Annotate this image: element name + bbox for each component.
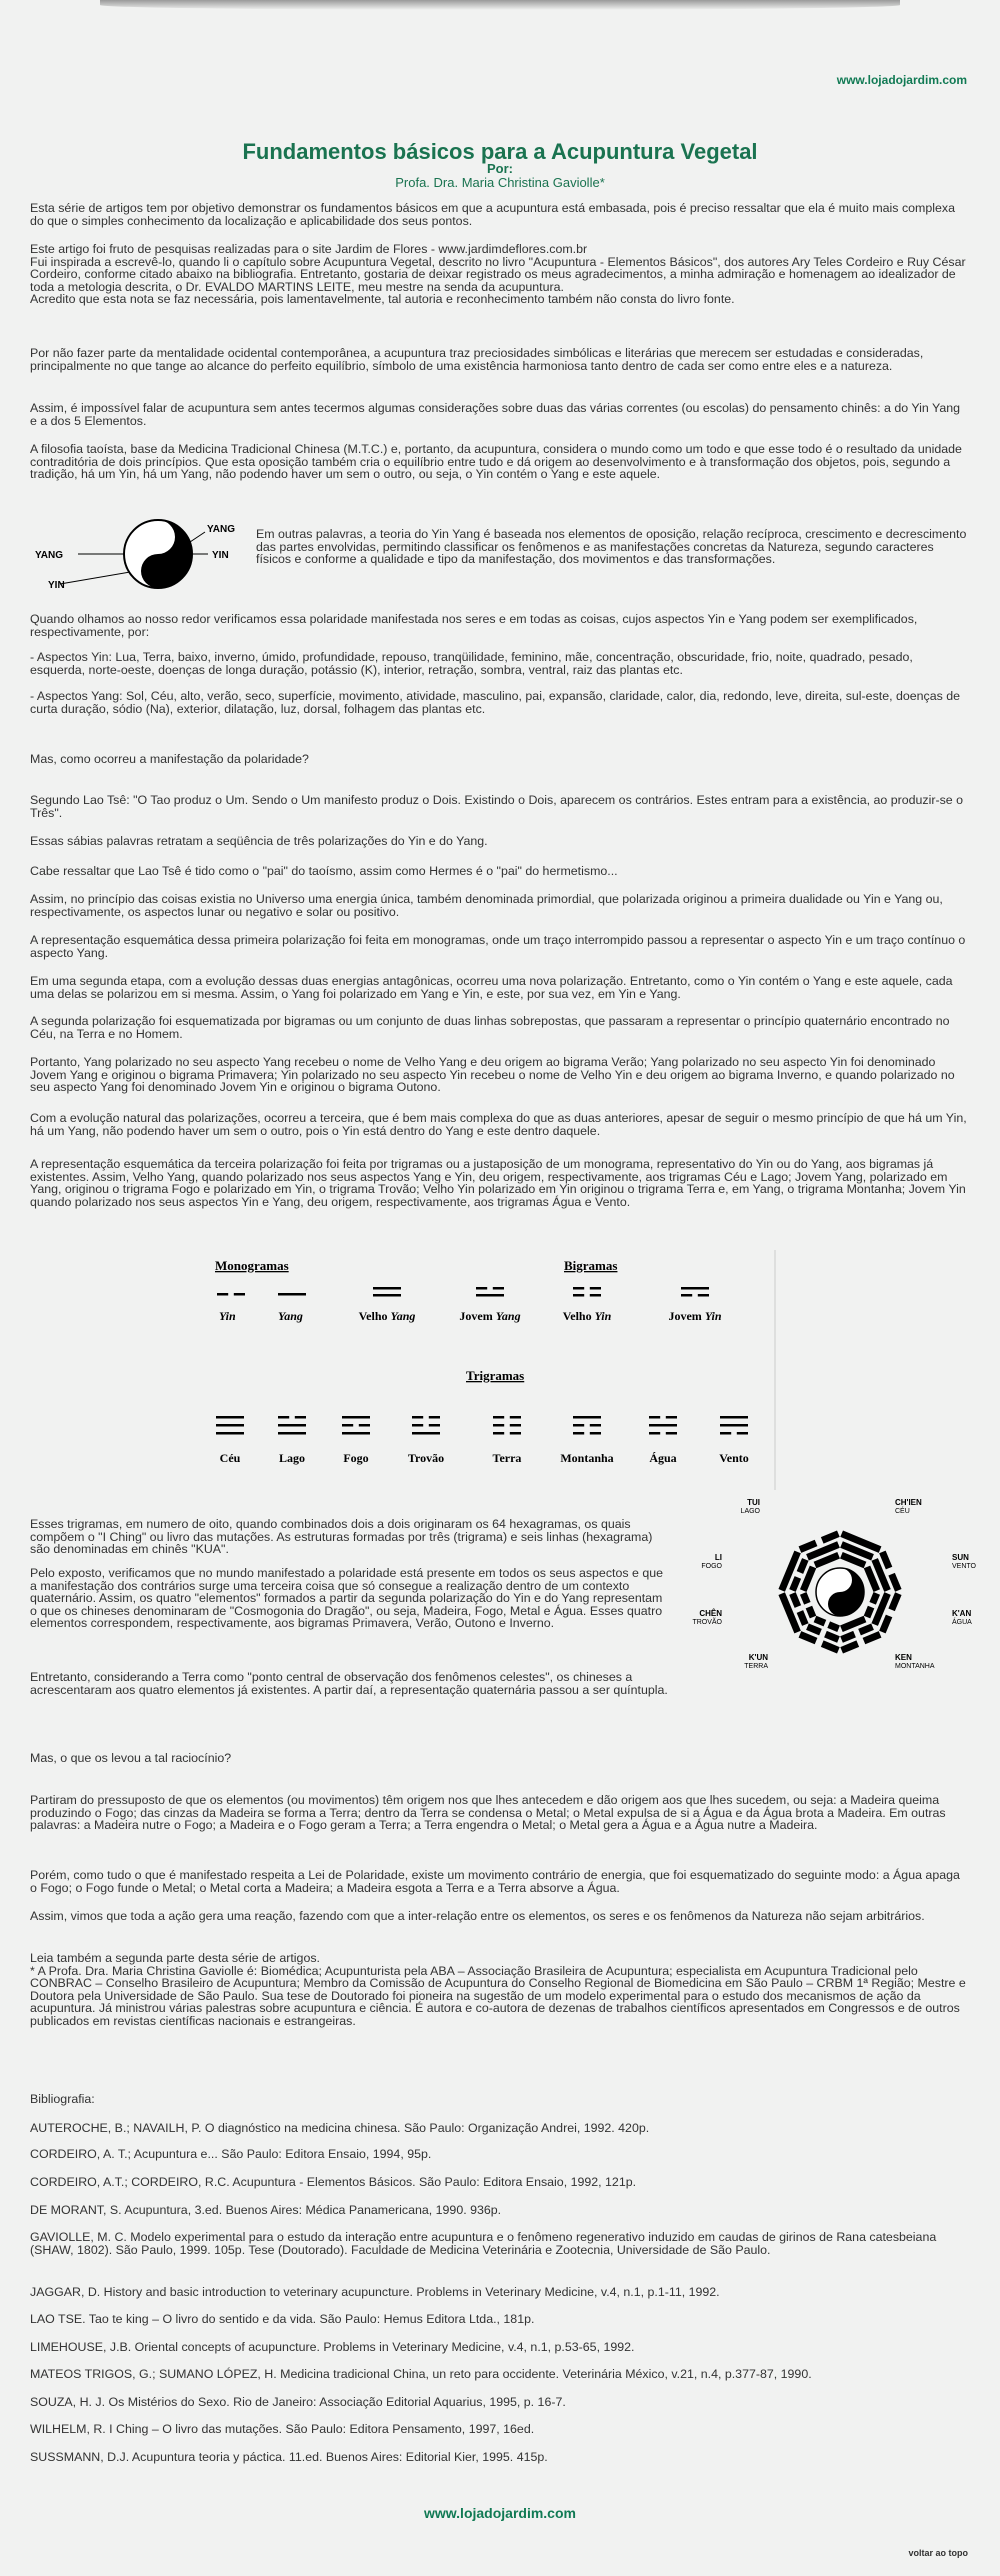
site-link[interactable]: www.lojadojardim.com — [836, 73, 967, 87]
paragraph: DE MORANT, S. Acupuntura, 3.ed. Buenos Aires: Médica Panamericana, 1990. 936p. — [30, 2203, 502, 2217]
monograma-label: Yang — [278, 1309, 303, 1323]
solid-line — [373, 1294, 401, 1297]
paragraph: Este artigo foi fruto de pesquisas realizadas para o site Jardim de Flores - www.jardimdeflores.com.br Fui inspirada a escrevê-lo, quando li o capítulo sobre Acupuntura Vegetal, descrito no livro "Acupuntura - Elementos Básicos", dos autores Ary Teles Cordeiro e Ruy César Cordeiro, conforme citado abaixo na bibliografia. Entretanto, gostaria de deixar registrado os meus agradecimentos, a minha admiração e homenagem ao idealizador de toda a metologia descrita, o Dr. EVALDO MARTINS LEITE, meu mestre na senda da acupuntura. Acredito que esta nota se faz necessária, pois lamentavelmente, tal autoria e reconhecimento também não consta do livro fonte. — [30, 242, 966, 307]
yin-label: YIN — [212, 550, 229, 561]
bagua-sublabel: TERRA — [744, 1663, 768, 1670]
broken-line — [412, 1416, 423, 1419]
trigrama-label: Trovão — [407, 1451, 445, 1465]
bagua-label: CH'IEN — [895, 1498, 922, 1507]
monograma-label: Yin — [219, 1309, 236, 1323]
paragraph: Assim, no princípio das coisas existia no Universo uma energia única, também denominada primordial, que polarizada originou a primeira dualidade ou Yin e Yang ou, respectivamente, os aspectos lunar ou negativo e solar ou positivo. — [30, 892, 943, 919]
solid-line — [720, 1424, 748, 1427]
bagua-label: CHÊN — [699, 1609, 722, 1618]
paragraph: MATEOS TRIGOS, G.; SUMANO LÓPEZ, H. Medicina tradicional China, un reto para occidente. Veterinária México, v.21, n.4, p.377-87, 1990. — [30, 2367, 812, 2381]
paragraph: Esses trigramas, em numero de oito, quando combinados dois a dois originaram os 64 hexagramas, os quais compõem o "I Ching" ou livro das mutações. As estruturas formadas por três (trigrama) e seis linhas (hexagrama) são denominadas em chinês "KUA". — [30, 1517, 653, 1557]
paragraph: - Aspectos Yin: Lua, Terra, baixo, inverno, úmido, profundidade, repouso, tranqüilidade, feminino, mãe, concentração, obscuridade, frio, noite, quadrado, pesado, esquerda, norte-oeste, doenças de longa duração, potássio (K), interior, retração, sombra, ventral, raiz das plantas etc. — [30, 650, 913, 677]
bagua-label: KEN — [895, 1653, 912, 1662]
broken-line — [720, 1432, 731, 1435]
broken-line — [217, 1293, 228, 1296]
solid-line — [373, 1287, 401, 1290]
bagua-label: SUN — [952, 1553, 969, 1562]
bagua-label: TUI — [747, 1498, 760, 1507]
broken-line — [698, 1294, 709, 1297]
solid-line — [720, 1416, 748, 1419]
back-to-top-link[interactable]: voltar ao topo — [908, 2548, 968, 2558]
broken-line — [493, 1432, 504, 1435]
paragraph: CORDEIRO, A.T.; CORDEIRO, R.C. Acupuntura - Elementos Básicos. São Paulo: Editora Ensaio, 1992, 121p. — [30, 2175, 637, 2189]
solid-line — [342, 1432, 370, 1435]
bagua-label: K'UN — [748, 1653, 768, 1662]
paragraph: Leia também a segunda parte desta série de artigos. * A Profa. Dra. Maria Christina Gaviolle é: Biomédica; Acupunturista pela ABA – Associação Brasileira de Acupuntura; especialista em Acupuntura Tradicional pelo CONBRAC – Conselho Brasileiro de Acupuntura; Membro da Comissão de Acupuntura do Conselho Regional de Biomedicina em São Paulo – CRBM 1ª Região; Mestre e Doutora pela Universidade de São Paulo. Sua tese de Doutorado foi pioneira na sugestão de um modelo experimental para o estudo dos mecanismos de ação da acupuntura. Já ministrou várias palestras sobre acupuntura e ciência. É autora e co-autora de dezenas de trabalhos científicos apresentados em Congressos e de outros publicados em revistas científicas nacionais e estrangeiras. — [30, 1951, 966, 2028]
paragraph: GAVIOLLE, M. C. Modelo experimental para o estudo da interação entre acupuntura e o fenômeno regenerativo induzido em caudas de girinos de Rana catesbeiana (SHAW, 1802). São Paulo, 1999. 105p. Tese (Doutorado). Faculdade de Medicina Veterinária e Zootecnia, Universidade de São Paulo. — [30, 2230, 937, 2257]
broken-line — [476, 1287, 487, 1290]
monogramas-heading: Monogramas — [215, 1258, 289, 1273]
paragraph: LAO TSE. Tao te king – O livro do sentido e da vida. São Paulo: Hemus Editora Ltda., 181p. — [30, 2312, 535, 2326]
broken-line — [649, 1432, 660, 1435]
yin-yang-figure — [30, 512, 240, 596]
bagua-sublabel: ÁGUA — [952, 1619, 972, 1626]
paragraph: - Aspectos Yang: Sol, Céu, alto, verão, seco, superfície, movimento, atividade, masculino, pai, expansão, claridade, calor, dia, redondo, leve, direita, sul-este, doenças de curta duração, sódio (Na), exterior, dilatação, luz, dorsal, folhagem das plantas etc. — [30, 689, 961, 716]
paragraph: Cabe ressaltar que Lao Tsê é tido como o "pai" do taoísmo, assim como Hermes é o "pai" do hermetismo... — [30, 864, 618, 878]
bagua-sublabel: TROVÃO — [692, 1619, 722, 1626]
broken-line — [295, 1416, 306, 1419]
solid-line — [216, 1424, 244, 1427]
solid-line — [278, 1293, 306, 1296]
broken-line — [666, 1432, 677, 1435]
bagua-sublabel: CÉU — [895, 1508, 910, 1515]
trigrama-label: Água — [649, 1451, 677, 1465]
solid-line — [681, 1287, 709, 1290]
bigrama-label: Jovem Yang — [459, 1309, 521, 1323]
paragraph: Mas, o que os levou a tal raciocínio? — [30, 1751, 232, 1765]
paragraph: Essas sábias palavras retratam a seqüência de três polarizações do Yin e do Yang. — [30, 834, 488, 848]
broken-line — [590, 1424, 601, 1427]
footer-site-link[interactable]: www.lojadojardim.com — [424, 2505, 576, 2521]
broken-line — [681, 1294, 692, 1297]
bigrama-label: Velho Yang — [358, 1309, 416, 1323]
bagua-sublabel: VENTO — [952, 1563, 976, 1570]
paragraph: AUTEROCHE, B.; NAVAILH, P. O diagnóstico na medicina chinesa. São Paulo: Organização Andrei, 1992. 420p. — [30, 2121, 650, 2135]
trigrama-label: Terra — [492, 1451, 522, 1465]
broken-line — [737, 1432, 748, 1435]
paragraph: Por não fazer parte da mentalidade ocidental contemporânea, a acupuntura traz preciosidades simbólicas e literárias que merecem ser estudadas e consideradas, principalmente no que tange ao alcance do perfeito equilíbrio, símbolo de uma existência harmoniosa tanto dentro de cada ser como entre eles e a natureza. — [30, 346, 924, 373]
broken-line — [590, 1432, 601, 1435]
paragraph: LIMEHOUSE, J.B. Oriental concepts of acupuncture. Problems in Veterinary Medicine, v.4, n.1, p.53-65, 1992. — [30, 2340, 635, 2354]
broken-line — [493, 1416, 504, 1419]
broken-line — [412, 1424, 423, 1427]
paragraph: A segunda polarização foi esquematizada por bigramas ou um conjunto de duas linhas sobrepostas, que passaram a representar o princípio quaternário encontrado no Céu, na Terra e no Homem. — [30, 1014, 950, 1041]
author-prefix: Por: — [487, 161, 513, 176]
bagua-sublabel: FOGO — [701, 1563, 722, 1570]
broken-line — [649, 1416, 660, 1419]
paragraph: SOUZA, H. J. Os Mistérios do Sexo. Rio de Janeiro: Associação Editorial Aquarius, 1995, p. 16-7. — [30, 2395, 566, 2409]
broken-line — [493, 1424, 504, 1427]
paragraph: A representação esquemática da terceira polarização foi feita por trigramas ou a justaposição de um monograma, representativo do Yin ou do Yang, aos bigramas já existentes. Assim, Velho Yang, quando polarizado nos seus aspectos Yang e Yin, deu origem, respectivamente, aos trigramas Céu e Lago; Jovem Yang, polarizado em Yang, originou o trigrama Fogo e polarizado em Yin, o trigrama Trovão; Velho Yin polarizado em Yin originou o trigrama Terra e, em Yang, o trigrama Montanha; Jovem Yin quando polarizado nos seus aspectos Yin e Yang, deu origem, respectivamente, aos trigramas Água e Vento. — [30, 1157, 966, 1209]
broken-line — [573, 1432, 584, 1435]
bagua-figure — [692, 1498, 980, 1670]
broken-line — [429, 1424, 440, 1427]
solid-line — [476, 1294, 504, 1297]
paragraph: A representação esquemática dessa primeira polarização foi feita em monogramas, onde um traço interrompido passou a representar o aspecto Yin e um traço contínuo o aspecto Yang. — [30, 933, 966, 960]
paragraph: Entretanto, considerando a Terra como "ponto central de observação dos fenômenos celestes", os chineses a acrescentaram aos quatro elementos já existentes. A partir daí, a representação quaternária passou a ser quíntupla. — [30, 1670, 668, 1697]
paragraph: Portanto, Yang polarizado no seu aspecto Yang recebeu o nome de Velho Yang e deu origem ao bigrama Verão; Yang polarizado no seu aspecto Yin foi denominado Jovem Yang e originou o bigrama Primavera; Yin polarizado no seu aspecto Yin recebeu o nome de Velho Yin e deu origem ao bigrama Inverno, e quando polarizado no seu aspecto Yang foi denominado Jovem Yin e originou o bigrama Outono. — [30, 1055, 955, 1095]
broken-line — [342, 1424, 353, 1427]
paragraph: WILHELM, R. I Ching – O livro das mutações. São Paulo: Editora Pensamento, 1997, 16ed. — [30, 2422, 535, 2436]
paragraph: Assim, é impossível falar de acupuntura sem antes tecermos algumas considerações sobre duas das várias correntes (ou escolas) do pensamento chinês: a do Yin Yang e a dos 5 Elementos. — [30, 401, 961, 428]
paragraph: Em uma segunda etapa, com a evolução dessas duas energias antagônicas, ocorreu uma nova polarização. Entretanto, como o Yin contém o Yang e este aquele, cada uma delas se polarizou em si mesma. Assim, o Yang foi polarizado em Yang e Yin, e este, por sua vez, em Yin e Yang. — [30, 974, 953, 1001]
broken-line — [573, 1294, 584, 1297]
solid-line — [342, 1416, 370, 1419]
trigramas-heading: Trigramas — [466, 1368, 525, 1383]
broken-line — [234, 1293, 245, 1296]
paragraph: Porém, como tudo o que é manifestado respeita a Lei de Polaridade, existe um movimento contrário de energia, que foi esquematizado do seguinte modo: a Água apaga o Fogo; o Fogo funde o Metal; o Metal corta a Madeira; a Madeira esgota a Terra e a Terra absorve a Água. — [30, 1868, 960, 1895]
bagua-label: LI — [714, 1553, 722, 1562]
paragraph: Assim, vimos que toda a ação gera uma reação, fazendo com que a inter-relação entre os elementos, os seres e os fenômenos da Natureza não sejam arbitrários. — [30, 1909, 925, 1923]
bigramas-heading: Bigramas — [564, 1258, 618, 1273]
paragraph: Partiram do pressuposto de que os elementos (ou movimentos) têm origem nos que lhes antecedem e dão origem aos que lhes sucedem, ou seja: a Madeira queima produzindo o Fogo; das cinzas da Madeira se forma a Terra; dentro da Terra se condensa o Metal; o Metal expulsa de si a Água e da Água brota a Madeira. Em outras palavras: a Madeira nutre o Fogo; a Madeira e o Fogo geram a Terra; a Terra engendra o Metal; o Metal gera a Água e a Água nutre a Madeira. — [30, 1793, 946, 1833]
paragraph: Quando olhamos ao nosso redor verificamos essa polaridade manifestada nos seres e em todas as coisas, cujos aspectos Yin e Yang podem ser exemplificados, respectivamente, por: — [30, 612, 918, 639]
paragraph: Segundo Lao Tsê: "O Tao produz o Um. Sendo o Um manifesto produz o Dois. Existindo o Dois, aparecem os contrários. Estes entram para a existência, ao produzir-se o Três". — [30, 793, 964, 820]
paragraph: Em outras palavras, a teoria do Yin Yang é baseada nos elementos de oposição, relação recíproca, crescimento e decrescimento das partes envolvidas, permitindo classificar os fenômenos e as manifestações concretas da Natureza, segundo caracteres físicos e conforme a qualidade e tipo da manifestação, dos movimentos e das transformações. — [256, 527, 967, 567]
solid-line — [278, 1432, 306, 1435]
paragraph: SUSSMANN, D.J. Acupuntura teoria y páctica. 11.ed. Buenos Aires: Editorial Kier, 1995. 415p. — [30, 2450, 548, 2464]
paragraph: CORDEIRO, A. T.; Acupuntura e... São Paulo: Editora Ensaio, 1994, 95p. — [30, 2147, 432, 2161]
broken-line — [493, 1287, 504, 1290]
broken-line — [510, 1432, 521, 1435]
paragraph: A filosofia taoísta, base da Medicina Tradicional Chinesa (M.T.C.) e, portanto, da acupuntura, considera o mundo como um todo e que esse todo é o resultado da unidade contraditória de dois princípios. Que esta oposição também cria o equilíbrio entre tudo e dá origem ao desenvolvimento e à transformação dos objetos, pois, segundo a tradição, há um Yin, há um Yang, não podendo haver um sem o outro, ou seja, o Yin contém o Yang e este aquele. — [30, 442, 962, 482]
bagua-sublabel: MONTANHA — [895, 1663, 935, 1670]
bagua-sublabel: LAGO — [740, 1508, 760, 1515]
paragraph: Pelo exposto, verificamos que no mundo manifestado a polaridade está presente em todos os seus aspectos e que a manifestação dos contrários surge uma terceira coisa que só consegue a realização dentro de um contexto quaternário. Assim, os quatro "elementos" formados a partir da segunda polarização do Yin e do Yang representam o que os chineses denominaram de "Cosmogonia do Dragão", ou seja, Madeira, Fogo, Metal e Água. Esses quatro elementos correspondem, respectivamente, aos bigramas Primavera, Verão, Outono e Inverno. — [30, 1566, 663, 1631]
trigrama-label: Fogo — [343, 1451, 369, 1465]
monogram-bigram-trigram-figure — [215, 1250, 785, 1490]
broken-line — [573, 1287, 584, 1290]
trigrama-label: Céu — [219, 1451, 241, 1465]
broken-line — [590, 1294, 601, 1297]
broken-line — [359, 1424, 370, 1427]
paragraph: Bibliografia: — [30, 2092, 95, 2106]
broken-line — [590, 1287, 601, 1290]
broken-line — [666, 1416, 677, 1419]
solid-line — [412, 1432, 440, 1435]
author-name: Profa. Dra. Maria Christina Gaviolle* — [395, 175, 605, 190]
broken-line — [573, 1424, 584, 1427]
yang-label: YANG — [207, 524, 235, 535]
trigrama-label: Vento — [719, 1451, 749, 1465]
paragraph: Com a evolução natural das polarizações, ocorreu a terceira, que é bem mais complexa do que as duas anteriores, apesar de seguir o mesmo princípio de que há um Yin, há um Yang, não podendo haver um sem o outro, pois o Yin está dentro do Yang e este dentro daquele. — [30, 1111, 967, 1138]
solid-line — [649, 1424, 677, 1427]
paragraph: JAGGAR, D. History and basic introduction to veterinary acupuncture. Problems in Veterinary Medicine, v.4, n.1, p.1-11, 1992. — [30, 2285, 720, 2299]
yin-label: YIN — [48, 580, 65, 591]
trigrama-label: Lago — [278, 1451, 306, 1465]
solid-line — [278, 1424, 306, 1427]
top-shadow — [100, 0, 900, 10]
trigrama-label: Montanha — [560, 1451, 614, 1465]
solid-line — [216, 1416, 244, 1419]
yang-label: YANG — [35, 550, 63, 561]
paragraph: Mas, como ocorreu a manifestação da polaridade? — [30, 752, 309, 766]
broken-line — [429, 1416, 440, 1419]
bigrama-label: Jovem Yin — [668, 1309, 722, 1323]
page-title: Fundamentos básicos para a Acupuntura Vegetal — [242, 139, 758, 164]
solid-line — [216, 1432, 244, 1435]
bagua-label: K'AN — [952, 1609, 972, 1618]
broken-line — [278, 1416, 289, 1419]
solid-line — [573, 1416, 601, 1419]
bigrama-label: Velho Yin — [562, 1309, 612, 1323]
paragraph: Esta série de artigos tem por objetivo demonstrar os fundamentos básicos em que a acupuntura está embasada, pois é preciso ressaltar que ela é muito mais complexa do que o simples conhecimento da localização e aplicabilidade dos seus pontos. — [30, 201, 955, 228]
broken-line — [510, 1416, 521, 1419]
yin-yang-dot — [837, 1577, 844, 1584]
broken-line — [510, 1424, 521, 1427]
yin-yang-dot — [837, 1601, 844, 1608]
